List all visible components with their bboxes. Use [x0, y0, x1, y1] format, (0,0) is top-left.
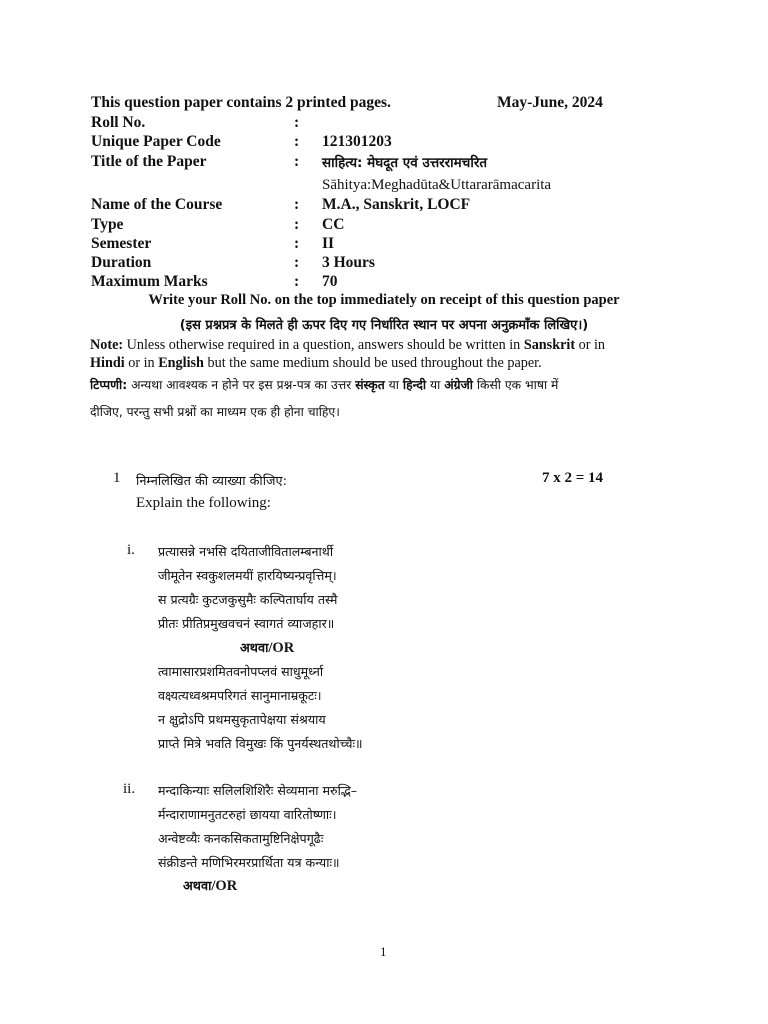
pages-note: This question paper contains 2 printed pages. — [91, 94, 391, 111]
note-english-line1: Note: Unless otherwise required in a question, answers should be written in Sanskrit or in — [90, 337, 606, 353]
or-separator: अथवा/OR — [240, 640, 295, 656]
verse-line: प्रत्यासन्ने नभसि दयिताजीवितालम्बनार्थी — [158, 544, 334, 559]
paper-title-transliterated: Sāhitya:Meghadūta&Uttararāmacarita — [322, 177, 552, 193]
note-english-line2: Hindi or in English but the same medium should be used throughout the paper. — [90, 355, 542, 371]
detail-colon: : — [294, 216, 300, 233]
detail-label: Maximum Marks — [91, 273, 208, 290]
detail-label: Roll No. — [91, 114, 146, 131]
verse-line: न क्षुद्रोऽपि प्रथमसुकृतापेक्षया संश्रयाय — [158, 712, 326, 727]
duration: 3 Hours — [322, 254, 375, 271]
roll-instruction-english: Write your Roll No. on the top immediately on receipt of this question paper — [148, 292, 620, 308]
detail-colon: : — [294, 114, 300, 131]
maximum-marks: 70 — [322, 273, 338, 290]
verse-line: वक्ष्यत्यध्वश्रमपरिगतं सानुमानाम्रकूटः। — [158, 688, 322, 703]
verse-line: र्मन्दाराणामनुतटरुहां छायया वारितोष्णाः। — [158, 807, 337, 822]
note-label: Note: — [90, 337, 124, 353]
question-instruction-english: Explain the following: — [136, 495, 271, 511]
course-name: M.A., Sanskrit, LOCF — [322, 196, 471, 213]
verse-line: मन्दाकिन्याः सलिलशिशिरैः सेव्यमाना मरुद्भि– — [158, 783, 358, 798]
page-number: 1 — [380, 944, 387, 959]
question-number: 1 — [113, 470, 121, 486]
part-numeral: i. — [127, 542, 135, 558]
detail-colon: : — [294, 153, 300, 170]
verse-line: स प्रत्यग्रैः कुटजकुसुमैः कल्पितार्घाय तस्मै — [158, 592, 338, 607]
note-hindi-line2: दीजिए, परन्तु सभी प्रश्नों का माध्यम एक ही होना चाहिए। — [90, 405, 340, 419]
part-numeral: ii. — [123, 781, 136, 797]
detail-label: Title of the Paper — [91, 153, 207, 170]
detail-label: Duration — [91, 254, 152, 271]
detail-colon: : — [294, 235, 300, 252]
verse-line: अन्वेष्टव्यैः कनकसिकतामुष्टिनिक्षेपगूढैः — [158, 831, 324, 846]
verse-line: प्रीतः प्रीतिप्रमुखवचनं स्वागतं व्याजहार॥ — [158, 616, 335, 631]
question-marks: 7 x 2 = 14 — [542, 470, 604, 486]
paper-title-hindi: साहित्य: मेघदूत एवं उत्तररामचरित — [322, 155, 488, 171]
verse-line: जीमूतेन स्वकुशलमयीं हारयिष्यन्प्रवृत्तिम्। — [158, 568, 337, 583]
detail-label: Name of the Course — [91, 196, 223, 213]
exam-session: May-June, 2024 — [497, 94, 603, 111]
note-hindi-line1: टिप्पणी: अन्यथा आवश्यक न होने पर इस प्रश्न-पत्र का उत्तर संस्कृत या हिन्दी या अंग्रेजी किसी एक भाषा में — [90, 378, 559, 392]
verse-line: संक्रीडन्ते मणिभिरमरप्रार्थिता यत्र कन्याः॥ — [158, 855, 340, 870]
detail-label: Unique Paper Code — [91, 133, 221, 150]
note-hindi-label: टिप्पणी: — [90, 378, 128, 392]
detail-label: Semester — [91, 235, 152, 252]
or-separator: अथवा/OR — [183, 878, 238, 894]
detail-colon: : — [294, 133, 300, 150]
unique-paper-code: 121301203 — [322, 133, 392, 150]
verse-line: त्वामासारप्रशमितवनोपप्लवं साधुमूर्ध्ना — [158, 664, 324, 679]
paper-type: CC — [322, 216, 345, 233]
detail-colon: : — [294, 273, 300, 290]
semester: II — [322, 235, 335, 252]
detail-colon: : — [294, 196, 300, 213]
verse-line: प्राप्ते मित्रे भवति विमुखः किं पुनर्यस्थतथोच्चैः॥ — [158, 736, 363, 751]
roll-instruction-hindi: (इस प्रश्नप्रत्र के मिलते ही ऊपर दिए गए निर्धारित स्थान पर अपना अनुक्रमाँक लिखिए।) — [179, 318, 589, 333]
question-instruction-hindi: निम्नलिखित की व्याख्या कीजिए: — [136, 474, 287, 489]
detail-label: Type — [91, 216, 124, 233]
detail-colon: : — [294, 254, 300, 271]
